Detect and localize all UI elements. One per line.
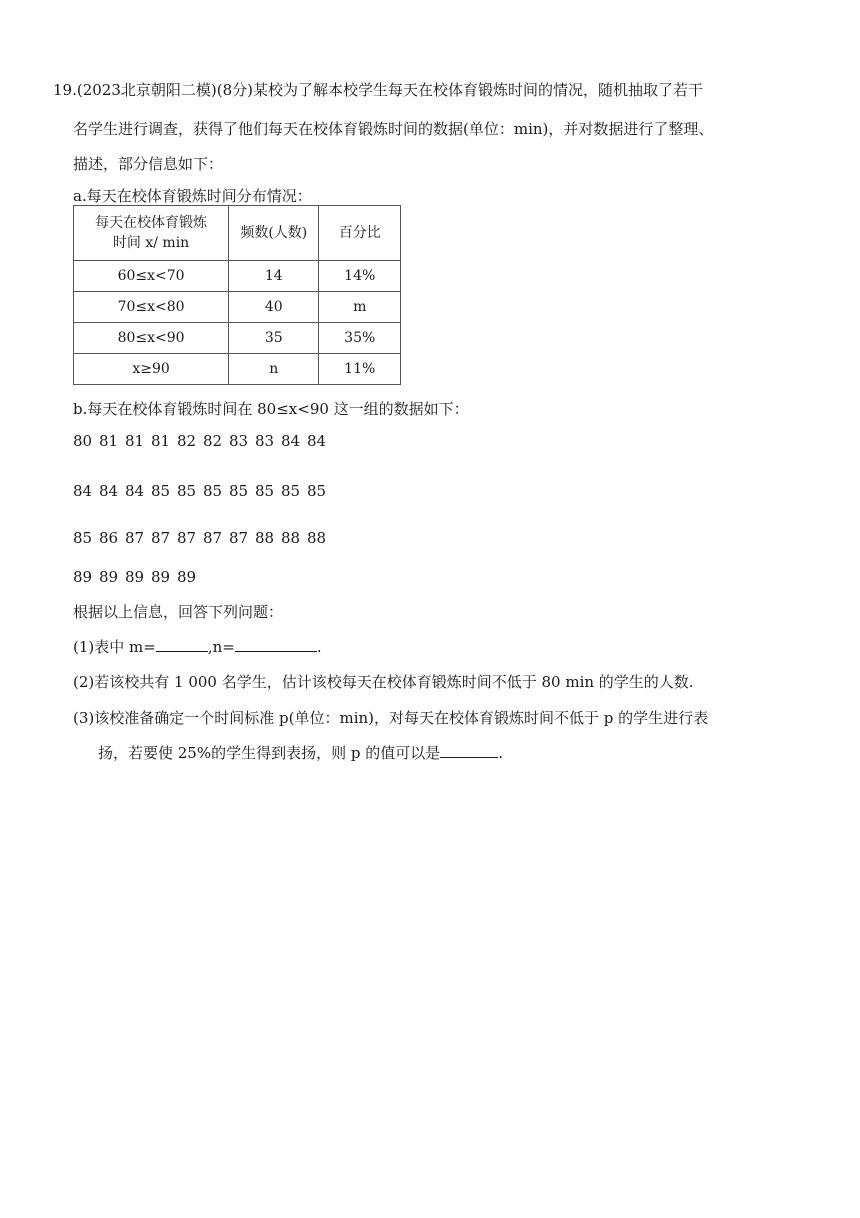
- data-value: 87: [177, 529, 197, 547]
- data-value: 85: [307, 482, 327, 500]
- data-value: 88: [307, 529, 327, 547]
- cell-frequency: n: [229, 354, 319, 385]
- data-value: 84: [73, 482, 93, 500]
- data-value: 81: [125, 432, 145, 450]
- data-value: 85: [281, 482, 301, 500]
- data-value: 87: [203, 529, 223, 547]
- cell-frequency: 35: [229, 323, 319, 354]
- cell-percent: m: [319, 292, 401, 323]
- data-value: 85: [151, 482, 171, 500]
- data-value: 84: [99, 482, 119, 500]
- part-a-title: a.每天在校体育锻炼时间分布情况：: [73, 187, 312, 205]
- table-row: [74, 354, 401, 385]
- p-answer-blank[interactable]: [440, 743, 498, 758]
- data-value: 86: [99, 529, 119, 547]
- cell-frequency: 40: [229, 292, 319, 323]
- answers-intro: 根据以上信息，回答下列问题：: [73, 603, 284, 621]
- cell-range: 80≤x<90: [74, 323, 229, 354]
- question-2: (2)若该校共有 1 000 名学生，估计该校每天在校体育锻炼时间不低于 80 min 的学生的人数.: [73, 673, 694, 691]
- question-line-3: 描述，部分信息如下：: [73, 155, 224, 173]
- data-value: 80: [73, 432, 93, 450]
- data-value: 84: [125, 482, 145, 500]
- data-value: 87: [125, 529, 145, 547]
- table-row: [74, 292, 401, 323]
- data-row-2: [73, 481, 333, 501]
- q3-text-a: 扬，若要使 25%的学生得到表扬，则 p 的值可以是: [98, 744, 441, 762]
- header-frequency: 频数(人数): [229, 206, 319, 261]
- header-time-cell: [74, 206, 229, 261]
- table-row: [74, 261, 401, 292]
- data-value: 85: [229, 482, 249, 500]
- q1-text-c: .: [316, 638, 322, 656]
- data-value: 88: [255, 529, 275, 547]
- header-percent: 百分比: [319, 206, 401, 261]
- data-value: 84: [307, 432, 327, 450]
- part-b-title: b.每天在校体育锻炼时间在 80≤x<90 这一组的数据如下：: [73, 400, 469, 418]
- cell-percent: 35%: [319, 323, 401, 354]
- data-row-3: [73, 528, 333, 548]
- cell-frequency: 14: [229, 261, 319, 292]
- q1-text-a: (1)表中 m=: [73, 638, 156, 656]
- data-row-4: [73, 567, 203, 587]
- data-value: 85: [255, 482, 275, 500]
- cell-percent: 11%: [319, 354, 401, 385]
- q1-text-b: ,n=: [207, 638, 235, 656]
- question-line-2: 名学生进行调查，获得了他们每天在校体育锻炼时间的数据(单位：min)，并对数据进行了整理、: [73, 120, 714, 138]
- cell-range: 60≤x<70: [74, 261, 229, 292]
- header-time-line1: 每天在校体育锻炼: [95, 215, 208, 231]
- header-time-line2: 时间 x/ min: [112, 235, 190, 251]
- data-value: 89: [151, 568, 171, 586]
- cell-percent: 14%: [319, 261, 401, 292]
- data-value: 82: [203, 432, 223, 450]
- data-value: 89: [125, 568, 145, 586]
- question-1: [73, 637, 322, 657]
- data-value: 87: [229, 529, 249, 547]
- n-answer-blank[interactable]: [235, 637, 317, 652]
- distribution-table: [73, 205, 401, 385]
- data-value: 88: [281, 529, 301, 547]
- question-3-line-1: (3)该校准备确定一个时间标准 p(单位：min)，对每天在校体育锻炼时间不低于 p 的学生进行表: [73, 709, 709, 727]
- data-value: 85: [73, 529, 93, 547]
- table-row: [74, 323, 401, 354]
- q3-text-b: .: [498, 744, 504, 762]
- m-answer-blank[interactable]: [156, 637, 208, 652]
- question-3-line-2: [98, 743, 503, 763]
- data-value: 83: [229, 432, 249, 450]
- table-header-row: [74, 206, 401, 261]
- data-value: 83: [255, 432, 275, 450]
- cell-range: 70≤x<80: [74, 292, 229, 323]
- data-value: 89: [177, 568, 197, 586]
- data-value: 85: [177, 482, 197, 500]
- data-value: 89: [73, 568, 93, 586]
- data-value: 87: [151, 529, 171, 547]
- data-value: 81: [99, 432, 119, 450]
- data-value: 89: [99, 568, 119, 586]
- data-value: 84: [281, 432, 301, 450]
- data-value: 82: [177, 432, 197, 450]
- cell-range: x≥90: [74, 354, 229, 385]
- data-row-1: [73, 431, 333, 451]
- data-value: 85: [203, 482, 223, 500]
- data-value: 81: [151, 432, 171, 450]
- question-line-1: 19.(2023北京朝阳二模)(8分)某校为了解本校学生每天在校体育锻炼时间的情况，随机抽取了若干: [53, 81, 703, 99]
